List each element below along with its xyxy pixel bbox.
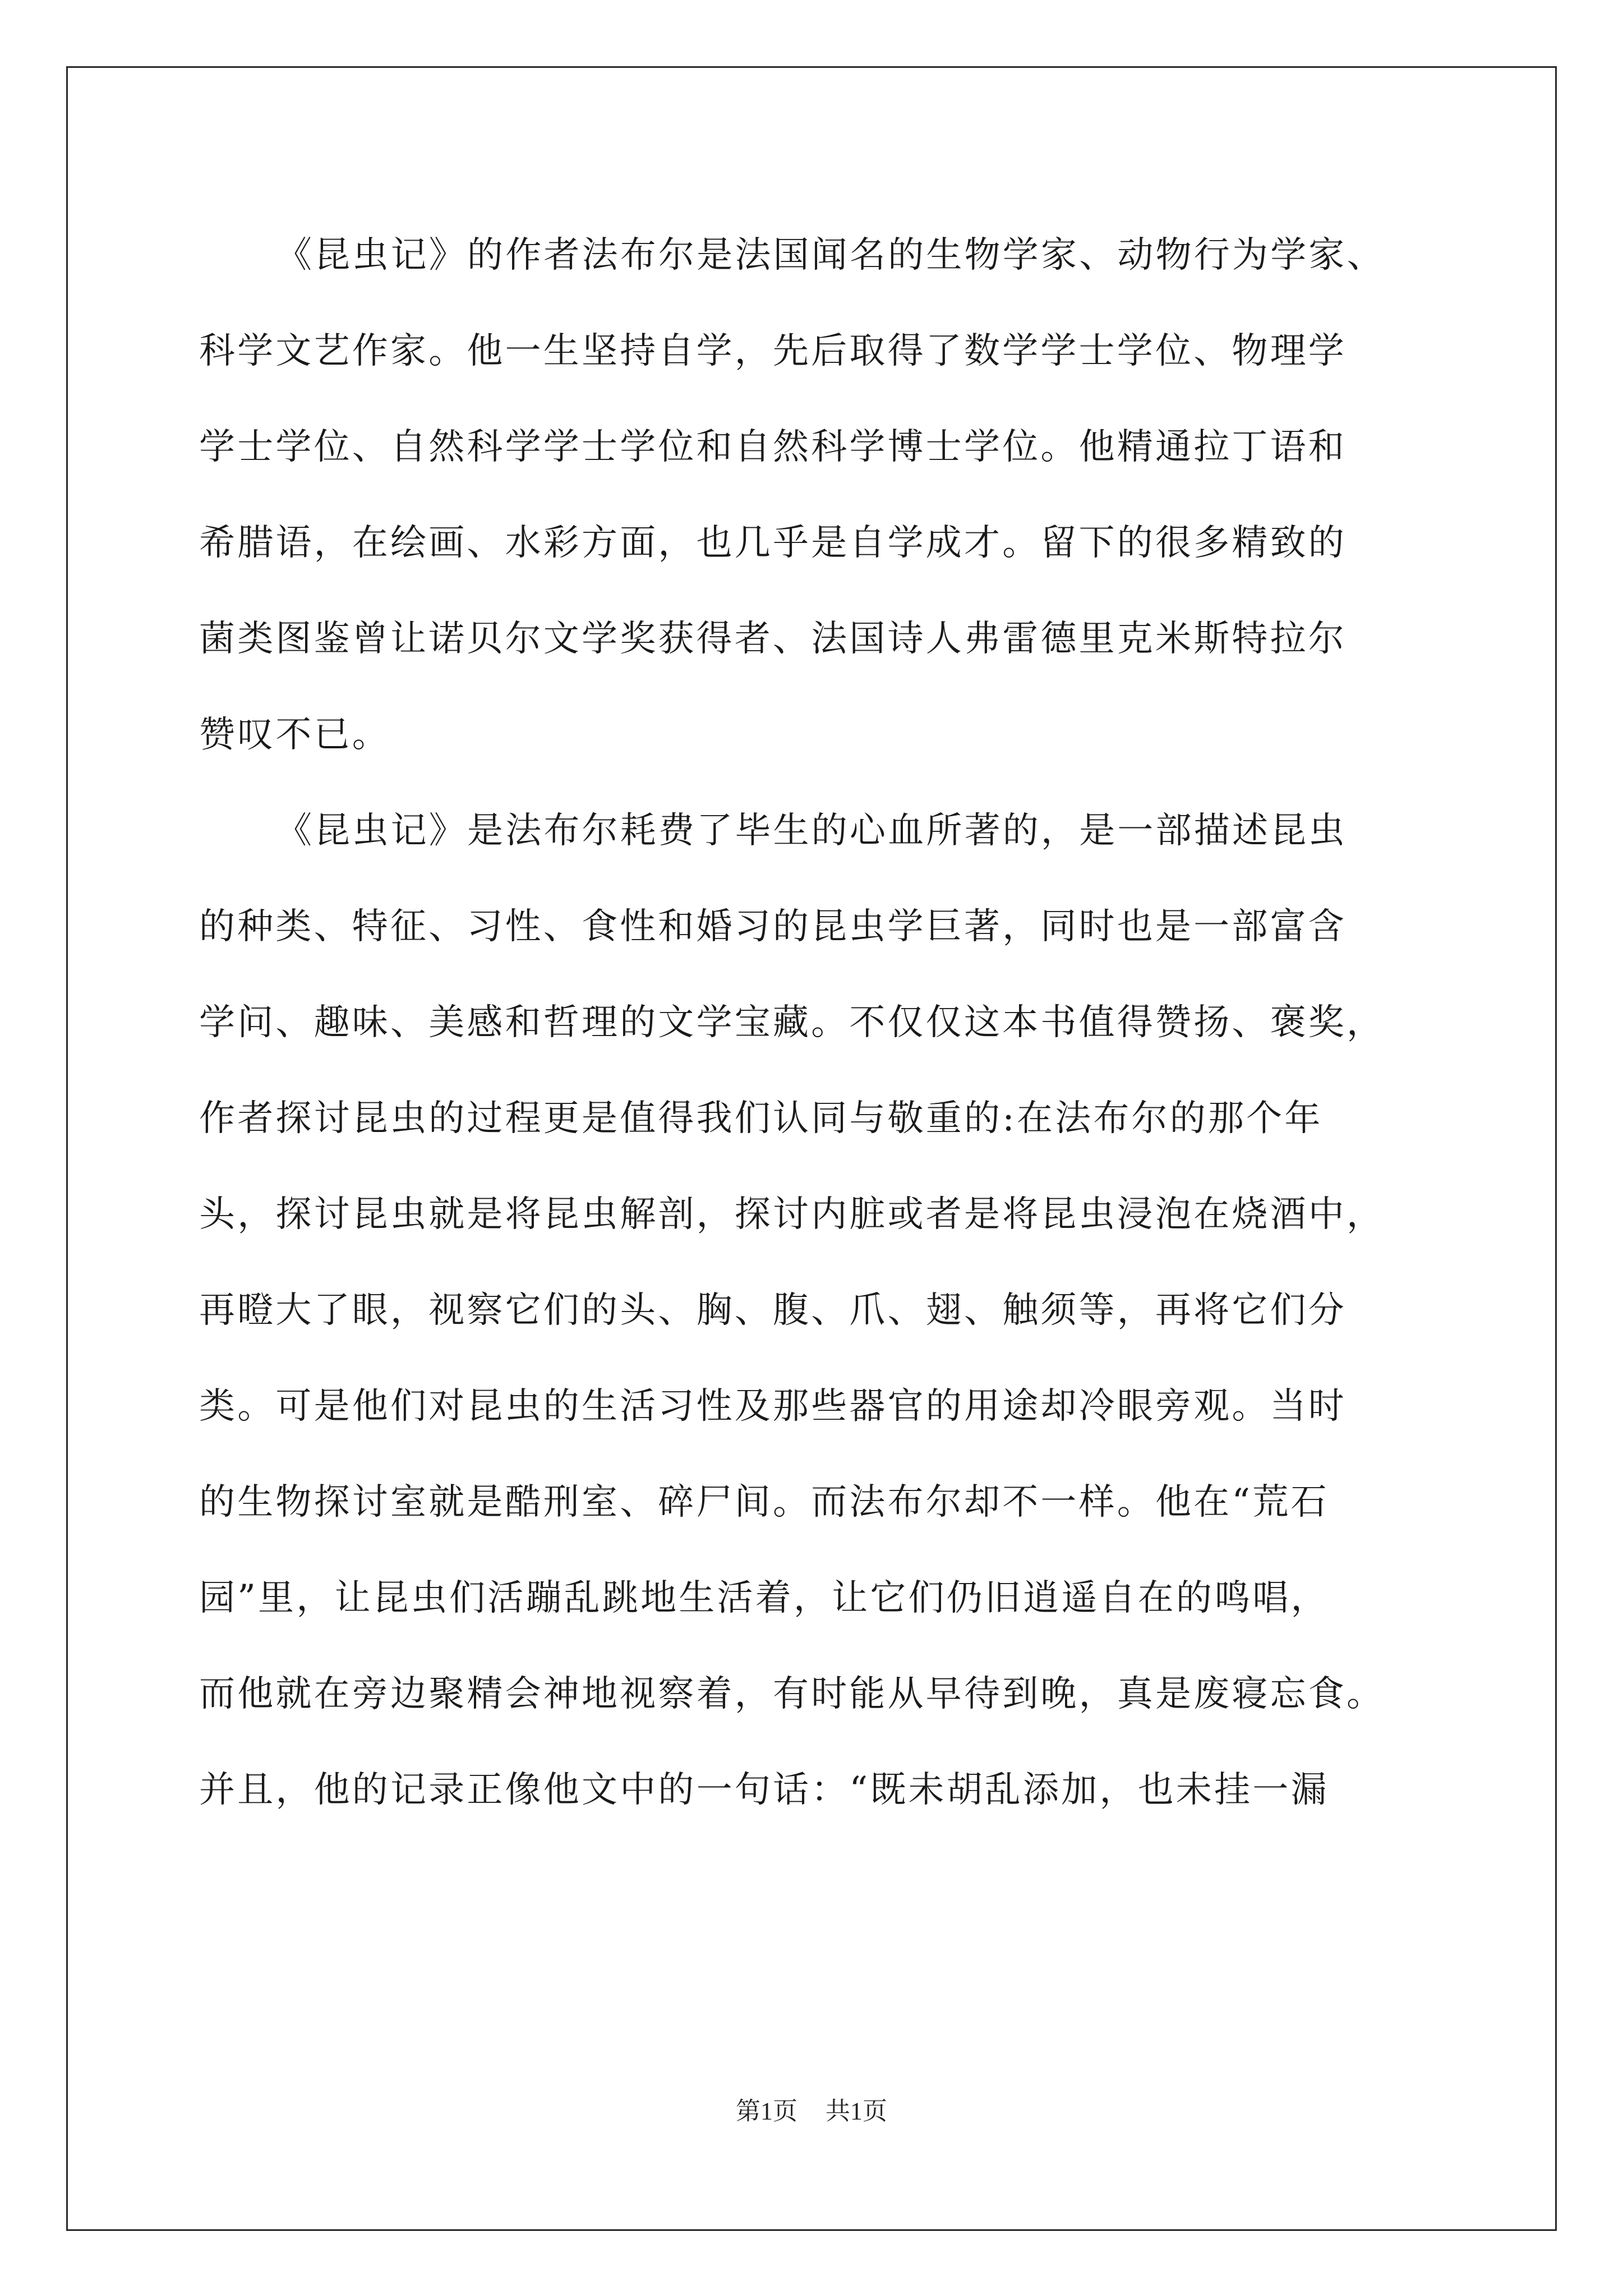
paragraph-2-line-4: 作者探讨昆虫的过程更是值得我们认同与敬重的:在法布尔的那个年 [199, 1098, 1323, 1139]
paragraph-2-line-8: 的生物探讨室就是酷刑室、碎尸间。而法布尔却不一样。他在“荒石 [199, 1481, 1329, 1523]
page-number-total: 共1页 [826, 2097, 887, 2125]
paragraph-2-line-5: 头，探讨昆虫就是将昆虫解剖，探讨内脏或者是将昆虫浸泡在烧酒中， [199, 1194, 1385, 1235]
paragraph-1-line-2: 科学文艺作家。他一生坚持自学，先后取得了数学学士学位、物理学 [199, 330, 1347, 372]
paragraph-1-line-1: 《昆虫记》的作者法布尔是法国闻名的生物学家、动物行为学家、 [276, 234, 1385, 276]
page-number-current: 第1页 [736, 2097, 797, 2125]
paragraph-2-line-1: 《昆虫记》是法布尔耗费了毕生的心血所著的，是一部描述昆虫 [276, 810, 1347, 852]
paragraph-2-line-9: 园”里，让昆虫们活蹦乱跳地生活着，让它们仍旧逍遥自在的鸣唱， [199, 1577, 1329, 1619]
paragraph-2-line-3: 学问、趣味、美感和哲理的文学宝藏。不仅仅这本书值得赞扬、褒奖， [199, 1002, 1385, 1043]
paragraph-1-line-5: 菌类图鉴曾让诺贝尔文学奖获得者、法国诗人弗雷德里克米斯特拉尔 [199, 618, 1347, 660]
document-body [199, 208, 1430, 1838]
paragraph-1-line-3: 学士学位、自然科学学士学位和自然科学博士学位。他精通拉丁语和 [199, 426, 1347, 468]
paragraph-2-line-11: 并且，他的记录正像他文中的一句话：“既未胡乱添加，也未挂一漏 [199, 1769, 1329, 1811]
paragraph-2-line-7: 类。可是他们对昆虫的生活习性及那些器官的用途却冷眼旁观。当时 [199, 1386, 1347, 1427]
paragraph-2-line-10: 而他就在旁边聚精会神地视察着，有时能从早待到晚，真是废寝忘食。 [199, 1673, 1385, 1715]
page-footer [0, 2095, 1623, 2128]
paragraph-2-line-6: 再瞪大了眼，视察它们的头、胸、腹、爪、翅、触须等，再将它们分 [199, 1290, 1347, 1331]
paragraph-2-line-2: 的种类、特征、习性、食性和婚习的昆虫学巨著，同时也是一部富含 [199, 906, 1347, 947]
paragraph-1-line-6: 赞叹不已。 [199, 714, 390, 756]
paragraph-1-line-4: 希腊语，在绘画、水彩方面，也几乎是自学成才。留下的很多精致的 [199, 522, 1347, 564]
